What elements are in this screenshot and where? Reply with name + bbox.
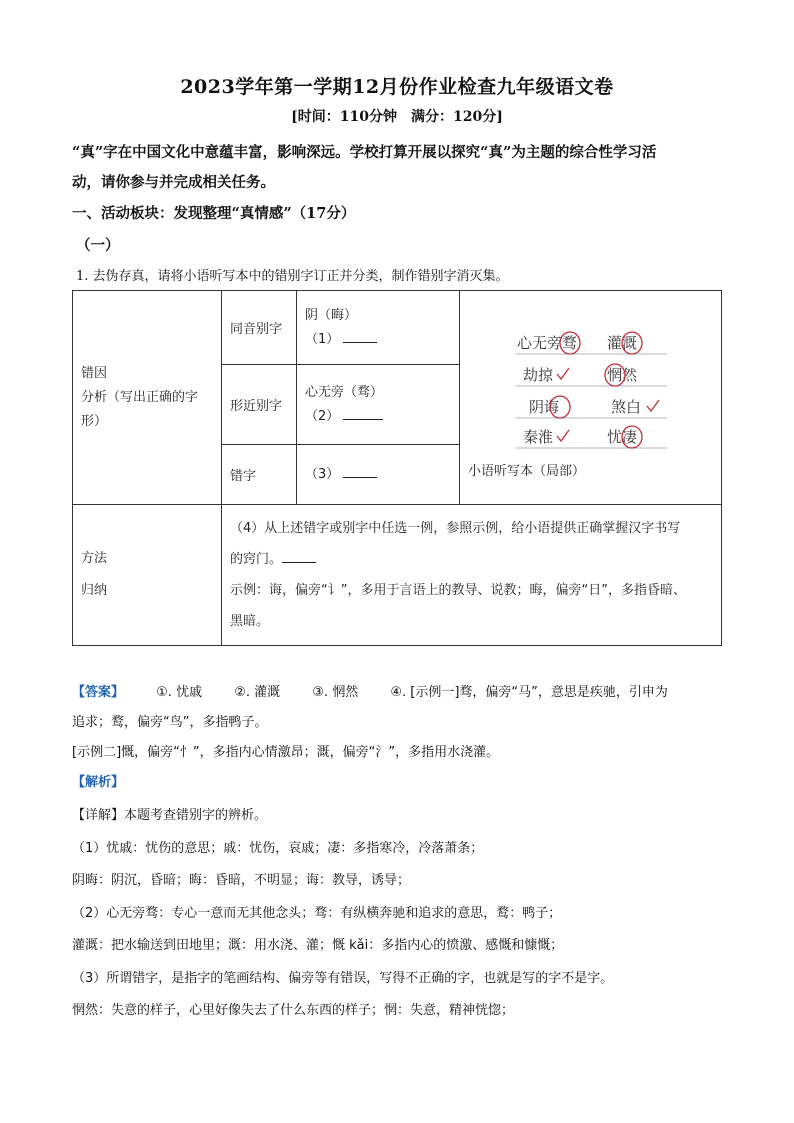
section-heading: 一、活动板块：发现整理“真情感”（17分） [72,205,356,222]
part-heading: （一） [76,237,120,254]
shape-label: 形近别字 [230,399,283,414]
intro-paragraph [72,138,722,198]
homophone-cell [222,291,297,365]
answer-tag: 【答案】 [72,685,125,700]
method-label: 方法 [81,551,108,566]
method-example-2: 黑暗。 [230,614,270,629]
method-label-2: 归纳 [81,583,108,598]
detail-line-1: 【详解】本题考查错别字的辨析。 [72,808,268,823]
hw-word-4: 惘然 [606,366,637,384]
hw-word-6: 煞白 [610,398,641,416]
hw-word-7: 秦淮 [522,428,553,446]
cause-label-3: 形） [81,413,108,429]
blank-1-label: （1） [305,331,340,347]
red-check-mark [557,430,569,441]
red-check-mark [647,400,659,411]
hw-word-8: 忧凄 [606,428,637,446]
notebook-cell [460,291,722,505]
method-question: （4）从上述错字或别字中任选一例，参照示例，给小语提供正确掌握汉字书写 [230,521,681,536]
homophone-example: 阴（晦） [305,307,358,323]
exam-subtitle: [时间：110分钟 满分：120分] [291,109,503,125]
detail-block [72,800,732,1028]
detail-line-7: 惘然：失意的样子，心里好像失去了什么东西的样子；惘：失意，精神恍惚； [72,1003,515,1018]
homophone-content [297,291,460,365]
detail-line-6: （3）所谓错字，是指字的笔画结构、偏旁等有错误，写得不正确的字，也就是写的字不是字。 [72,970,614,986]
shape-content [297,365,460,445]
answer-block [72,678,722,798]
method-question-2: 的窍门。 [230,552,283,567]
analysis-tag: 【解析】 [72,775,125,790]
detail-line-4: （2）心无旁骛：专心一意而无其他念头；骛：有纵横奔驰和追求的意思，鹜：鸭子； [72,905,562,921]
cause-label: 错因 [81,365,108,381]
cause-cell [73,291,222,505]
blank-1[interactable] [343,328,377,343]
exam-title: 2023学年第一学期12月份作业检查九年级语文卷 [180,76,614,98]
intro-line-1: “真”字在中国文化中意蕴丰富，影响深远。学校打算开展以探究“真”为主题的综合性学习活 [72,144,657,161]
question-1: 1. 去伪存真，请将小语听写本中的错别字订正并分类，制作错别字消灭集。 [76,269,509,284]
error-table [72,290,722,646]
hw-word-3: 劫掠 [522,366,553,384]
shape-cell [222,365,297,445]
hw-word-2: 灌溉 [606,334,637,352]
shape-example: 心无旁（骛） [305,384,384,400]
answer-1: ①. 忧戚 [156,685,203,700]
intro-line-2: 动，请你参与并完成相关任务。 [72,174,275,191]
blank-4[interactable] [282,548,316,563]
homophone-label: 同音别字 [230,322,283,337]
blank-3-label: （3） [305,466,340,482]
answer-line-3: [示例二]慨，偏旁“忄”，多指内心情激昂；溉，偏旁“氵”，多指用水浇灌。 [72,745,500,760]
red-check-mark [557,368,569,379]
method-example: 示例：诲，偏旁“讠”，多用于言语上的教导、说教；晦，偏旁“日”，多指昏暗、 [230,583,686,598]
blank-2-label: （2） [305,408,340,424]
method-content [222,505,722,646]
notebook-caption: 小语听写本（局部） [468,464,586,479]
cause-label-2: 分析（写出正确的字 [81,389,199,405]
wrong-char-content [297,445,460,505]
answer-4: ④. [示例一]骛，偏旁“马”，意思是疾驰，引申为 [390,685,668,700]
blank-3[interactable] [343,463,377,478]
answer-2: ②. 灌溉 [234,685,281,700]
answer-line-2: 追求；鹜，偏旁“鸟”，多指鸭子。 [72,715,268,730]
handwritten-notebook-image [511,320,671,454]
detail-line-2: （1）忧戚：忧伤的意思；戚：忧伤，哀戚；凄：多指寒冷，冷落萧条； [72,840,484,856]
method-label-cell [73,505,222,646]
detail-line-5: 灌溉：把水输送到田地里；溉：用水浇、灌；慨 kǎi：多指内心的愤激、感慨和慷慨； [72,938,564,953]
detail-line-3: 阴晦：阴沉，昏暗；晦：昏暗，不明显；诲：教导，诱导； [72,873,411,888]
wrong-char-cell [222,445,297,505]
answer-3: ③. 惘然 [312,685,359,700]
hw-word-5: 阴诲 [528,398,559,416]
hw-word-1: 心无旁骛 [516,334,577,352]
wrong-char-label: 错字 [230,469,257,484]
blank-2[interactable] [343,405,383,420]
